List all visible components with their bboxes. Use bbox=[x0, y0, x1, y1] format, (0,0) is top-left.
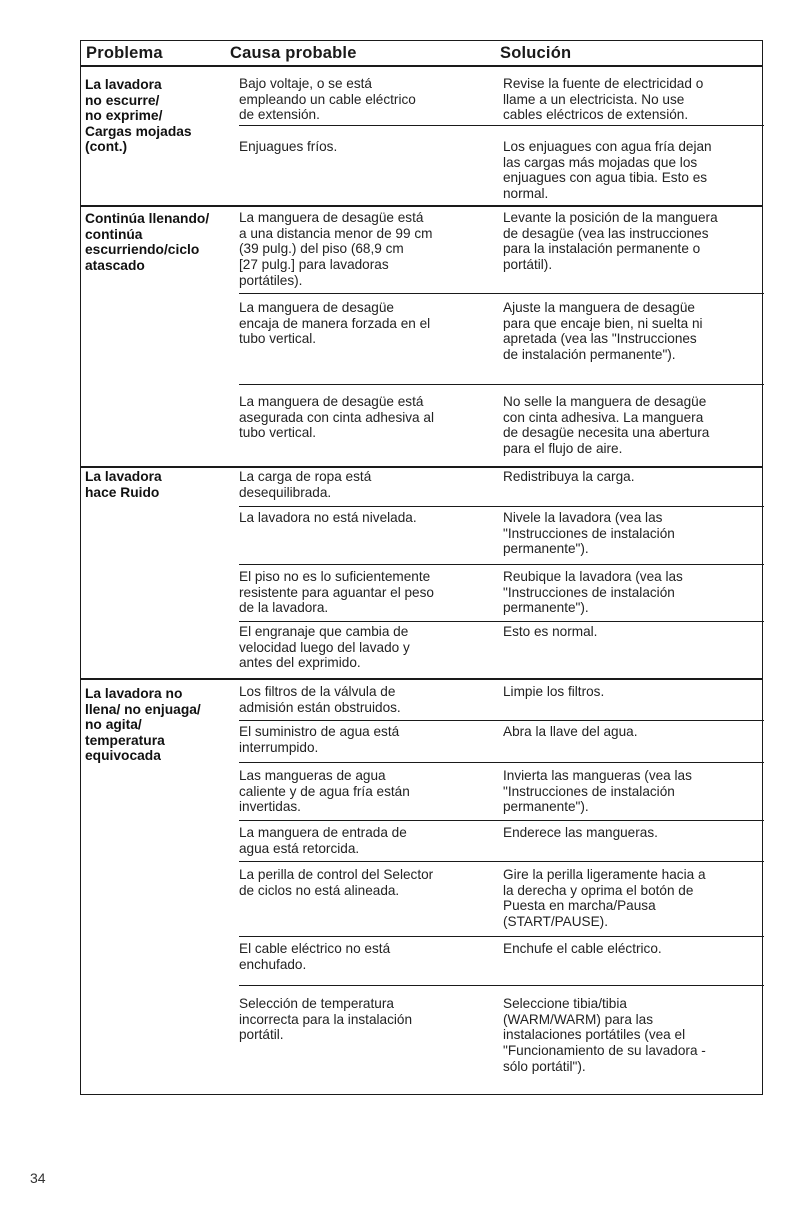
solution-cell: Gire la perilla ligeramente hacia a la derecha y oprima el botón de Puesta en marcha/Pausa (START/PAUSE). bbox=[503, 867, 706, 930]
solution-cell: Los enjuagues con agua fría dejan las cargas más mojadas que los enjuagues con agua tibia. Esto es normal. bbox=[503, 139, 712, 202]
header-cause: Causa probable bbox=[230, 44, 357, 62]
solution-cell: Redistribuya la carga. bbox=[503, 469, 635, 484]
cause-cell: El suministro de agua está interrumpido. bbox=[239, 724, 400, 755]
solution-cell: Limpie los filtros. bbox=[503, 684, 605, 699]
cause-cell: La manguera de desagüe encaja de manera forzada en el tubo vertical. bbox=[239, 300, 431, 347]
solution-cell: Reubique la lavadora (vea las "Instrucciones de instalación permanente"). bbox=[503, 569, 683, 616]
cause-cell: Los filtros de la válvula de admisión están obstruidos. bbox=[239, 684, 401, 715]
row-divider bbox=[239, 384, 764, 385]
row-divider bbox=[239, 125, 764, 126]
cause-cell: La manguera de desagüe está asegurada con cinta adhesiva al tubo vertical. bbox=[239, 394, 434, 441]
row-divider bbox=[239, 861, 764, 862]
problem-no-llena: La lavadora no llena/ no enjuaga/ no agita/ temperatura equivocada bbox=[85, 686, 201, 764]
group-divider bbox=[81, 678, 762, 680]
cause-cell: Las mangueras de agua caliente y de agua fría están invertidas. bbox=[239, 768, 410, 815]
cause-cell: El engranaje que cambia de velocidad luego del lavado y antes del exprimido. bbox=[239, 624, 410, 671]
solution-cell: Nivele la lavadora (vea las "Instrucciones de instalación permanente"). bbox=[503, 510, 675, 557]
solution-cell: Abra la llave del agua. bbox=[503, 724, 638, 739]
solution-cell: Levante la posición de la manguera de desagüe (vea las instrucciones para la instalación permanente o portátil). bbox=[503, 210, 718, 273]
cause-cell: La manguera de desagüe está a una distancia menor de 99 cm (39 pulg.) del piso (68,9 cm [27 pulg.] para lavadoras portátiles). bbox=[239, 210, 433, 288]
solution-cell: Esto es normal. bbox=[503, 624, 598, 639]
solution-cell: Enderece las mangueras. bbox=[503, 825, 658, 840]
row-divider bbox=[239, 762, 764, 763]
cause-cell: Selección de temperatura incorrecta para la instalación portátil. bbox=[239, 996, 413, 1043]
cause-cell: La lavadora no está nivelada. bbox=[239, 510, 417, 525]
cause-cell: El piso no es lo suficientemente resistente para aguantar el peso de la lavadora. bbox=[239, 569, 434, 616]
group-divider bbox=[81, 205, 762, 207]
solution-cell: No selle la manguera de desagüe con cinta adhesiva. La manguera de desagüe necesita una abertura para el flujo de aire. bbox=[503, 394, 710, 457]
cause-cell: Bajo voltaje, o se está empleando un cable eléctrico de extensión. bbox=[239, 76, 416, 123]
page-number: 34 bbox=[30, 1170, 46, 1186]
row-divider bbox=[239, 936, 764, 937]
cause-cell: Enjuagues fríos. bbox=[239, 139, 338, 154]
header-problem: Problema bbox=[86, 44, 163, 62]
problem-hace-ruido: La lavadora hace Ruido bbox=[85, 469, 162, 500]
solution-cell: Seleccione tibia/tibia (WARM/WARM) para las instalaciones portátiles (vea el "Funcionamiento de su lavadora - sólo portátil"). bbox=[503, 996, 706, 1074]
header-rule bbox=[81, 65, 762, 67]
row-divider bbox=[239, 506, 764, 507]
cause-cell: El cable eléctrico no está enchufado. bbox=[239, 941, 391, 972]
header-solution: Solución bbox=[500, 44, 572, 62]
cause-cell: La carga de ropa está desequilibrada. bbox=[239, 469, 372, 500]
solution-cell: Enchufe el cable eléctrico. bbox=[503, 941, 662, 956]
problem-no-escurre: La lavadora no escurre/ no exprime/ Cargas mojadas (cont.) bbox=[85, 77, 192, 155]
solution-cell: Revise la fuente de electricidad o llame a un electricista. No use cables eléctricos de extensión. bbox=[503, 76, 704, 123]
row-divider bbox=[239, 985, 764, 986]
group-divider bbox=[81, 466, 762, 468]
row-divider bbox=[239, 564, 764, 565]
row-divider bbox=[239, 621, 764, 622]
solution-cell: Ajuste la manguera de desagüe para que encaje bien, ni suelta ni apretada (vea las "Instrucciones de instalación permanente"). bbox=[503, 300, 703, 363]
row-divider bbox=[239, 820, 764, 821]
row-divider bbox=[239, 720, 764, 721]
cause-cell: La perilla de control del Selector de ciclos no está alineada. bbox=[239, 867, 434, 898]
row-divider bbox=[239, 293, 764, 294]
troubleshooting-table bbox=[80, 40, 763, 1095]
cause-cell: La manguera de entrada de agua está retorcida. bbox=[239, 825, 407, 856]
solution-cell: Invierta las mangueras (vea las "Instrucciones de instalación permanente"). bbox=[503, 768, 692, 815]
problem-continua-llenando: Continúa llenando/ continúa escurriendo/ciclo atascado bbox=[85, 211, 210, 273]
